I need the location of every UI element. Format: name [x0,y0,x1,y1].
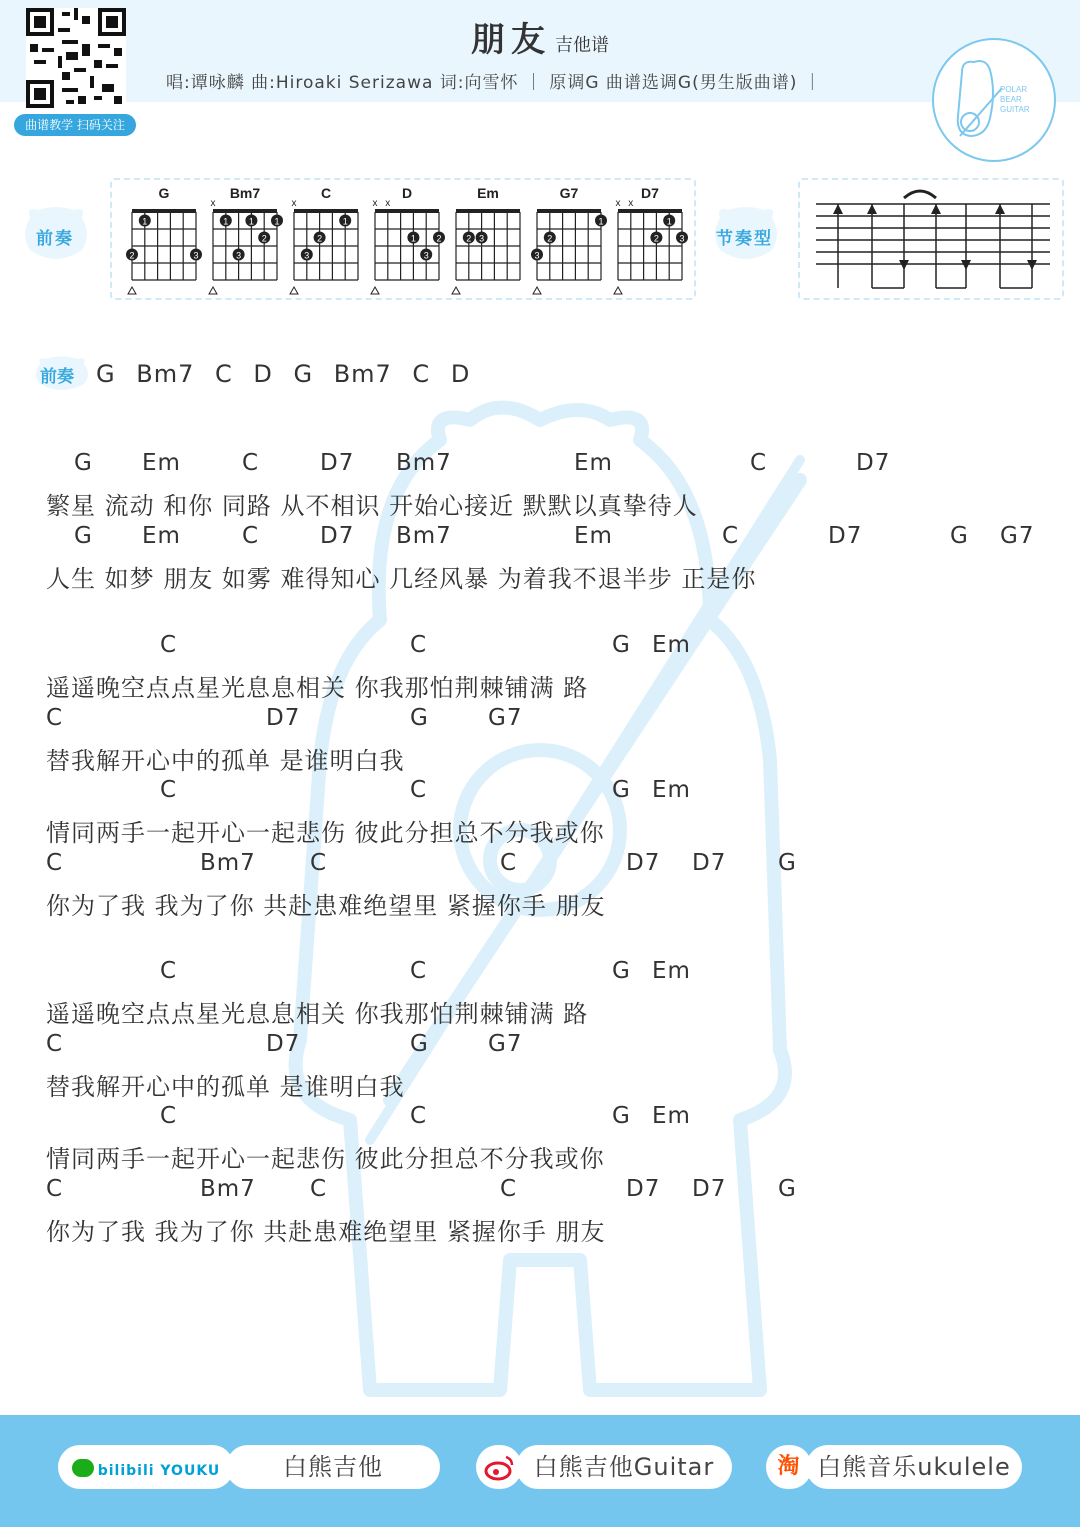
chord-label: C [750,450,768,476]
root-marker [533,287,541,294]
rhythm-badge-label: 节奏型 [716,229,773,249]
chord-label: D7 [320,450,355,476]
root-marker [614,287,622,294]
chord-label: G7 [488,705,523,731]
root-marker [371,287,379,294]
song-title [0,12,1080,61]
chord-label: G [74,523,93,549]
mute-mark: x [385,198,391,209]
chord-label: G7 [1000,523,1035,549]
lyric-line: 替我解开心中的孤单 是谁明白我 [46,1073,405,1101]
chord-label: C [410,632,428,658]
wechat-icon [72,1459,94,1477]
chord-label: G [612,1103,631,1129]
finger-number: 2 [436,233,442,244]
finger-number: 2 [261,233,267,244]
lyric-line: 遥遥晚空点点星光息息相关 你我那怕荆棘铺满 路 [46,1000,589,1028]
chord-label: C [160,777,178,803]
finger-number: 3 [534,250,540,261]
chord-name: G [158,185,170,201]
chord-name: D [401,185,413,201]
chord-nut [132,209,196,213]
finger-number: 2 [317,233,323,244]
finger-number: 1 [223,216,229,227]
chord-label: Bm7 [396,450,452,476]
finger-number: 1 [142,216,148,227]
intro-line-badge [34,356,90,392]
root-marker [128,287,136,294]
chord-label: C [160,1103,178,1129]
chord-label: C [46,1176,64,1202]
chord-label: C [310,850,328,876]
lyric-line: 替我解开心中的孤单 是谁明白我 [46,747,405,775]
chord-label: D7 [626,850,661,876]
chord-label: C [410,777,428,803]
chord-label: G [950,523,969,549]
baixiong-ukulele-pill[interactable]: 白熊音乐ukulele [806,1445,1022,1489]
finger-number: 1 [410,233,416,244]
chord-name: D7 [641,185,659,201]
finger-number: 2 [466,233,472,244]
finger-number: 3 [679,233,685,244]
chord-label: Em [142,450,181,476]
chord-nut [213,209,277,213]
polar-bear-guitar-logo [930,36,1058,164]
root-marker [290,287,298,294]
chord-label: Em [652,1103,691,1129]
svg-text:POLAR: POLAR [1000,85,1028,94]
intro-badge-label: 前奏 [36,229,74,249]
chord-label: G [612,632,631,658]
chord-nut [294,209,358,213]
chord-label: C [410,1103,428,1129]
chord-label: D7 [692,1176,727,1202]
chord-label: D7 [266,1031,301,1057]
finger-number: 3 [304,250,310,261]
baixiong-guitar-pill[interactable]: 白熊吉他Guitar [516,1445,732,1489]
chord-label: D7 [692,850,727,876]
chord-label: C [500,1176,518,1202]
mute-mark: x [615,198,621,209]
qr-caption: 曲谱教学 扫码关注 [14,114,136,136]
chord-label: C [46,705,64,731]
chord-label: G [778,850,797,876]
song-credits: 唱:谭咏麟 曲:Hiroaki Serizawa 词:向雪怀 ｜ 原调G 曲谱选调G(男生版曲谱) ｜ [166,73,822,93]
lyric-line: 遥遥晚空点点星光息息相关 你我那怕荆棘铺满 路 [46,674,589,702]
lyric-line: 情同两手一起开心一起悲伤 彼此分担总不分我或你 [46,819,605,847]
chord-nut [537,209,601,213]
taobao-icon[interactable]: 淘 [766,1445,812,1489]
chord-label: Bm7 [200,850,256,876]
chord-name: Bm7 [229,185,261,201]
svg-text:GUITAR: GUITAR [1000,105,1030,114]
chord-nut [618,209,682,213]
svg-text:BEAR: BEAR [1000,95,1022,104]
finger-number: 3 [479,233,485,244]
chord-label: Em [574,450,613,476]
chord-label: C [160,632,178,658]
intro-badge [20,204,92,264]
chord-label: Em [574,523,613,549]
chord-nut [456,209,520,213]
rhythm-pattern [800,180,1058,296]
lyric-line: 你为了我 我为了你 共赴患难绝望里 紧握你手 朋友 [46,892,606,920]
finger-number: 1 [248,216,254,227]
finger-number: 1 [598,216,604,227]
chord-label: C [500,850,518,876]
root-marker [209,287,217,294]
chord-label: G [778,1176,797,1202]
chord-label: D7 [266,705,301,731]
chord-label: G [410,705,429,731]
chord-label: C [46,1031,64,1057]
chord-diagrams [112,180,692,296]
chord-label: C [242,523,260,549]
rhythm-badge [710,204,782,264]
finger-number: 3 [193,250,199,261]
chord-label: C [310,1176,328,1202]
bilibili-youku-label: bilibili YOUKU [97,1463,221,1479]
chord-label: C [722,523,740,549]
chord-name: C [320,185,332,201]
mute-mark: x [291,198,297,209]
finger-number: 1 [666,216,672,227]
chord-label: Bm7 [200,1176,256,1202]
chord-label: G [410,1031,429,1057]
chord-label: C [46,850,64,876]
chord-label: Em [652,958,691,984]
chord-label: G [74,450,93,476]
chord-label: C [410,958,428,984]
lyric-line: 繁星 流动 和你 同路 从不相识 开始心接近 默默以真挚待人 [46,492,698,520]
finger-number: 2 [547,233,553,244]
chord-label: Em [142,523,181,549]
chord-label: G [612,777,631,803]
mute-mark: x [210,198,216,209]
baixiong-jita-pill[interactable]: 白熊吉他 [226,1445,440,1489]
mute-mark: x [372,198,378,209]
title-text: 朋友 [471,20,551,60]
chord-label: D7 [828,523,863,549]
chord-label: C [160,958,178,984]
intro-line-badge-label: 前奏 [40,367,74,387]
chord-label: Em [652,632,691,658]
finger-number: 3 [423,250,429,261]
chord-label: D7 [320,523,355,549]
mute-mark: x [628,198,634,209]
chord-label: G7 [488,1031,523,1057]
subtitle-text: 吉他谱 [555,35,609,56]
chord-label: C [242,450,260,476]
chord-name: Em [477,185,499,201]
chord-nut [375,209,439,213]
chord-label: D7 [626,1176,661,1202]
chord-label: G [612,958,631,984]
finger-number: 1 [274,216,280,227]
finger-number: 2 [129,250,135,261]
root-marker [452,287,460,294]
chord-label: Em [652,777,691,803]
lyric-line: 你为了我 我为了你 共赴患难绝望里 紧握你手 朋友 [46,1218,606,1246]
intro-chords: G Bm7 C D G Bm7 C D [96,360,471,388]
lyric-line: 人生 如梦 朋友 如雾 难得知心 几经风暴 为着我不退半步 正是你 [46,565,757,593]
video-platforms-pill[interactable] [58,1445,234,1489]
finger-number: 2 [653,233,659,244]
chord-label: D7 [856,450,891,476]
finger-number: 1 [342,216,348,227]
chord-name: G7 [559,185,579,201]
chord-label: Bm7 [396,523,452,549]
lyric-line: 情同两手一起开心一起悲伤 彼此分担总不分我或你 [46,1145,605,1173]
finger-number: 3 [236,250,242,261]
